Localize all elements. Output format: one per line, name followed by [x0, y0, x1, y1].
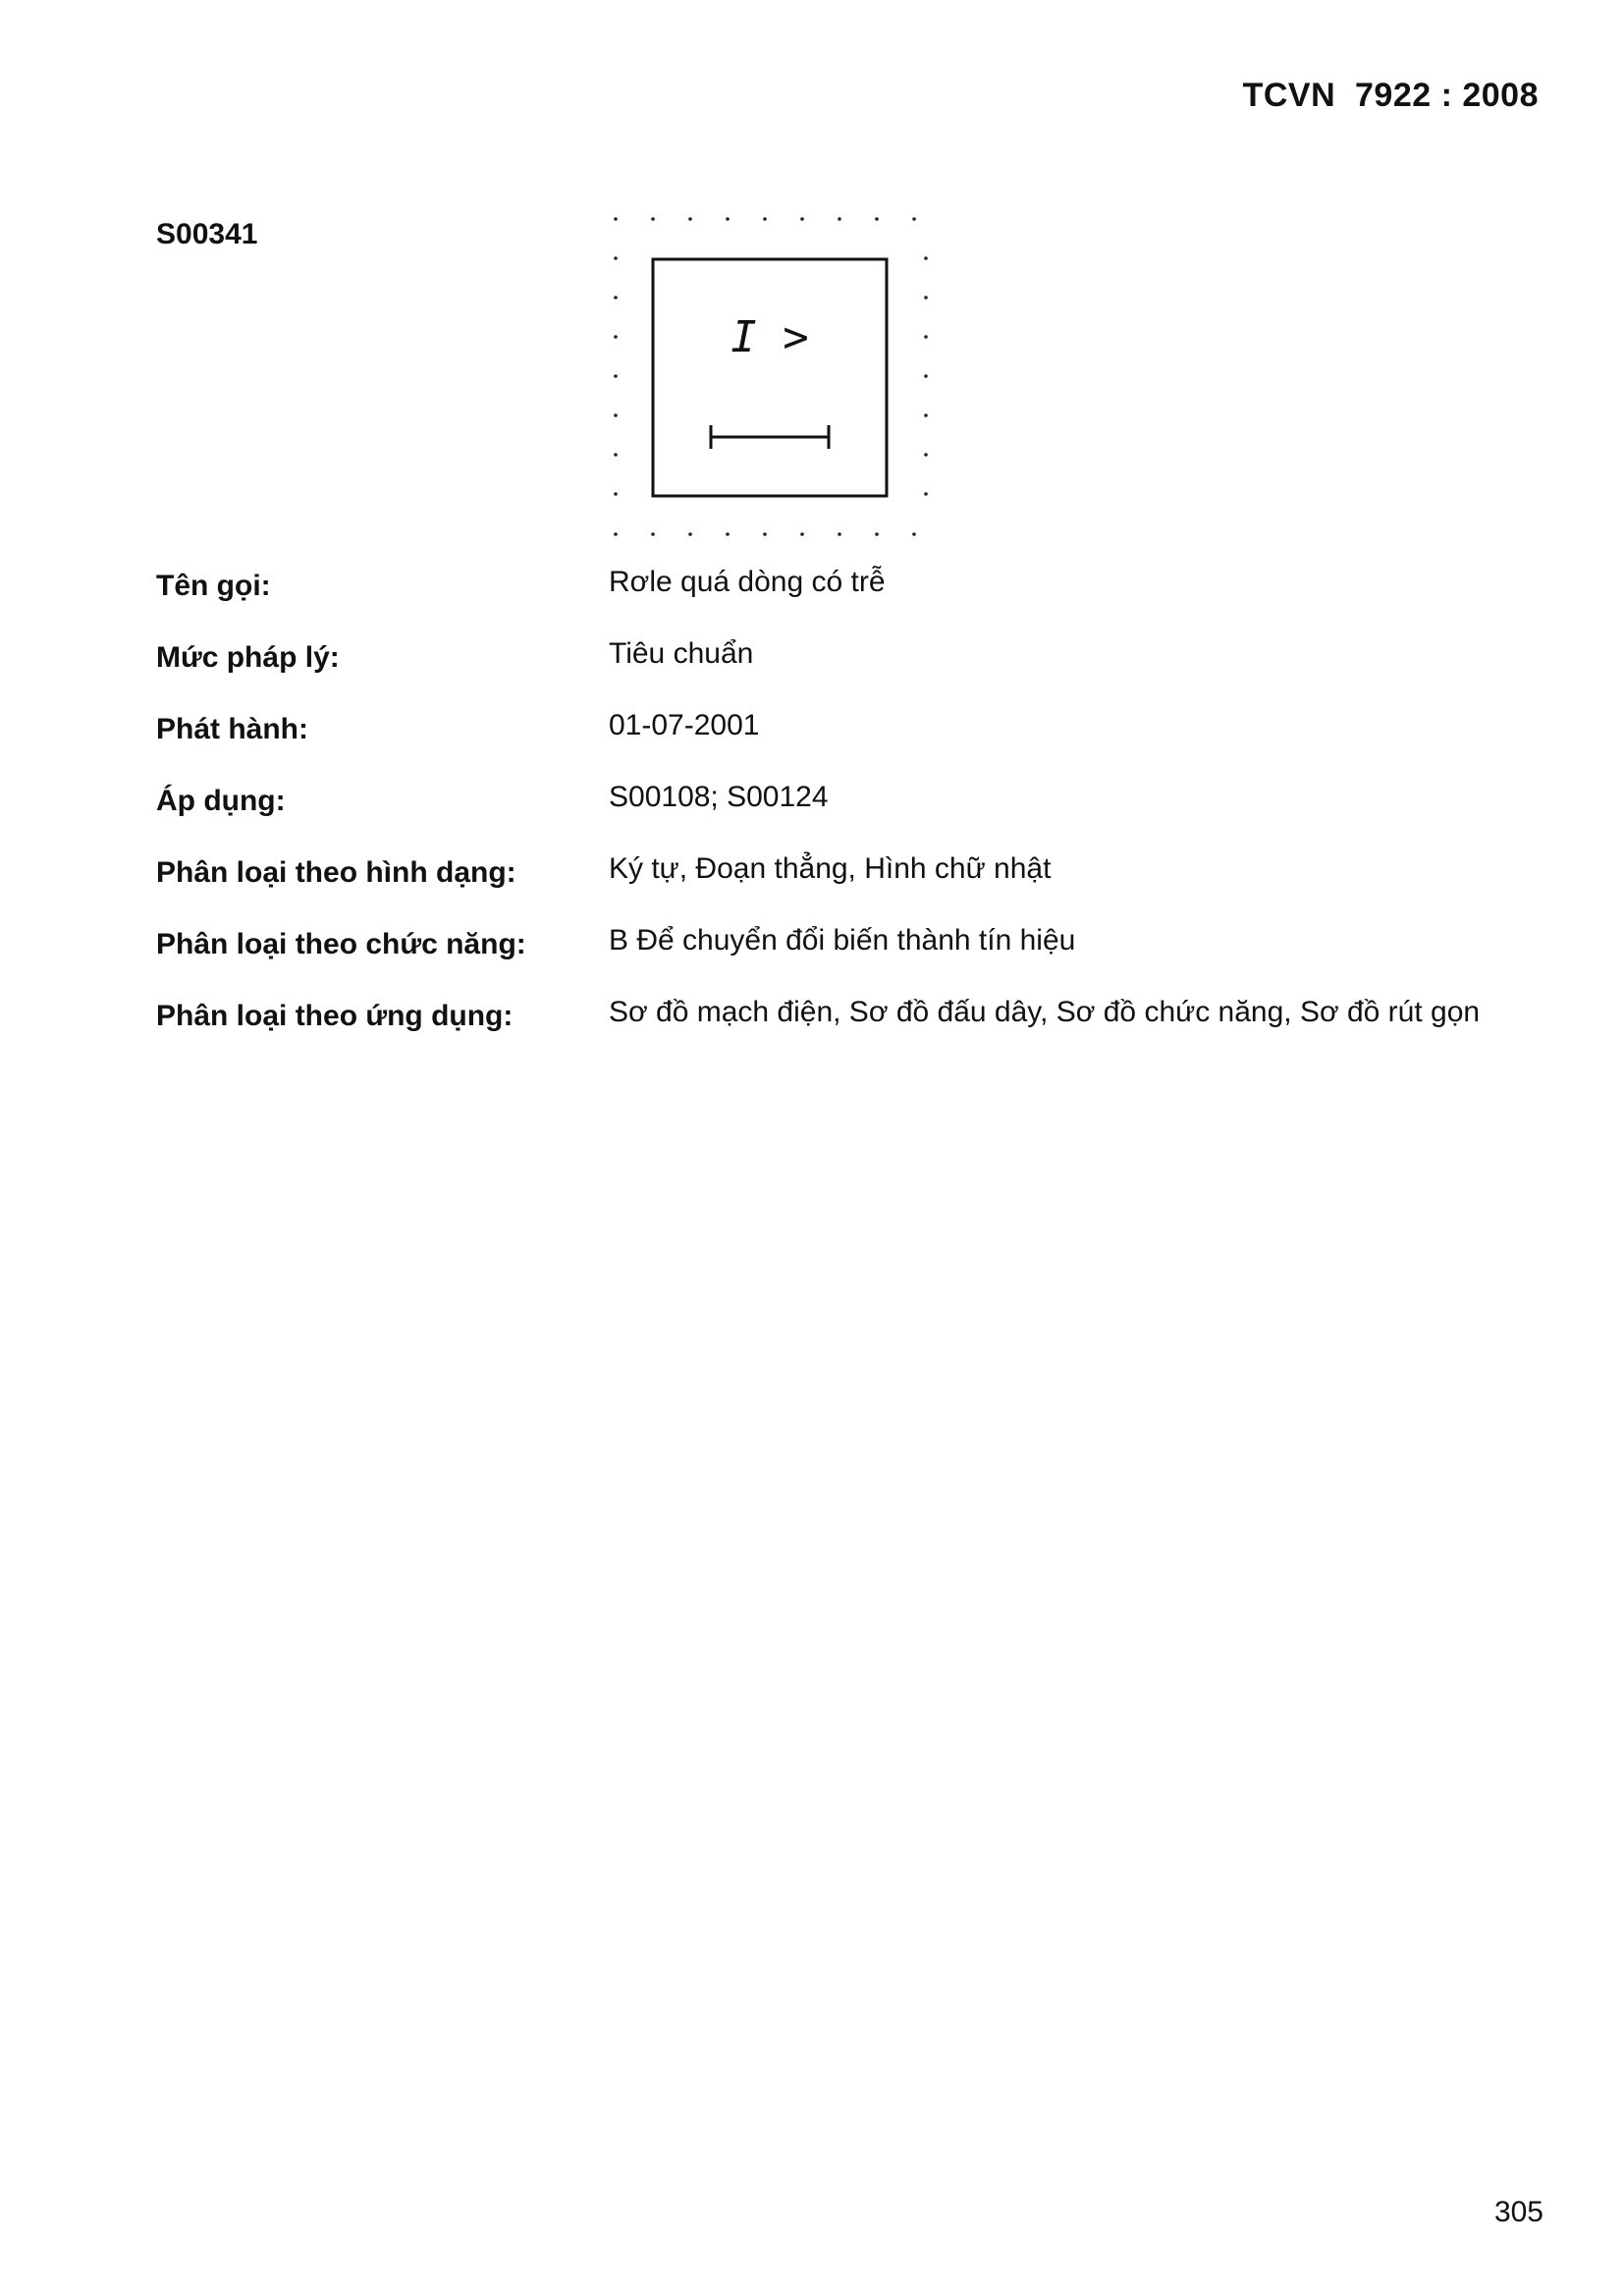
document-header-title: TCVN 7922 : 2008: [1242, 77, 1539, 114]
overcurrent-relay-with-delay-symbol-icon: [601, 204, 935, 544]
field-value: Ký tự, Đoạn thẳng, Hình chữ nhật: [609, 852, 1052, 885]
field-label: Phân loại theo chức năng:: [156, 928, 526, 960]
page-number: 305: [1493, 2196, 1543, 2228]
field-row-applies: [156, 781, 1550, 856]
field-row-legal-level: [156, 637, 1550, 713]
field-value: 01-07-2001: [609, 709, 760, 741]
grid-dots: [614, 217, 928, 536]
field-value: Rơle quá dòng có trễ: [609, 566, 886, 598]
field-value: Sơ đồ mạch điện, Sơ đồ đấu dây, Sơ đồ chức năng, Sơ đồ rút gọn: [609, 996, 1481, 1028]
field-row-name: [156, 566, 1550, 641]
symbol-code: S00341: [156, 218, 258, 250]
delay-bar: [711, 425, 829, 449]
field-row-application-class: [156, 996, 1550, 1071]
symbol-properties: [156, 566, 1550, 1071]
field-value: S00108; S00124: [609, 781, 829, 813]
field-label: Phân loại theo ứng dụng:: [156, 1000, 514, 1032]
field-label: Phân loại theo hình dạng:: [156, 856, 516, 889]
field-label: Áp dụng:: [156, 785, 286, 817]
field-row-issued: [156, 709, 1550, 785]
field-label: Tên gọi:: [156, 570, 271, 602]
field-value: Tiêu chuẩn: [609, 637, 754, 670]
field-label: Phát hành:: [156, 713, 308, 745]
relay-box: [653, 259, 887, 496]
field-value: B Để chuyển đổi biến thành tín hiệu: [609, 924, 1076, 957]
field-label: Mức pháp lý:: [156, 641, 340, 674]
field-row-function-class: [156, 924, 1550, 1000]
field-row-shape-class: [156, 852, 1550, 928]
symbol-text: I >: [731, 312, 809, 362]
